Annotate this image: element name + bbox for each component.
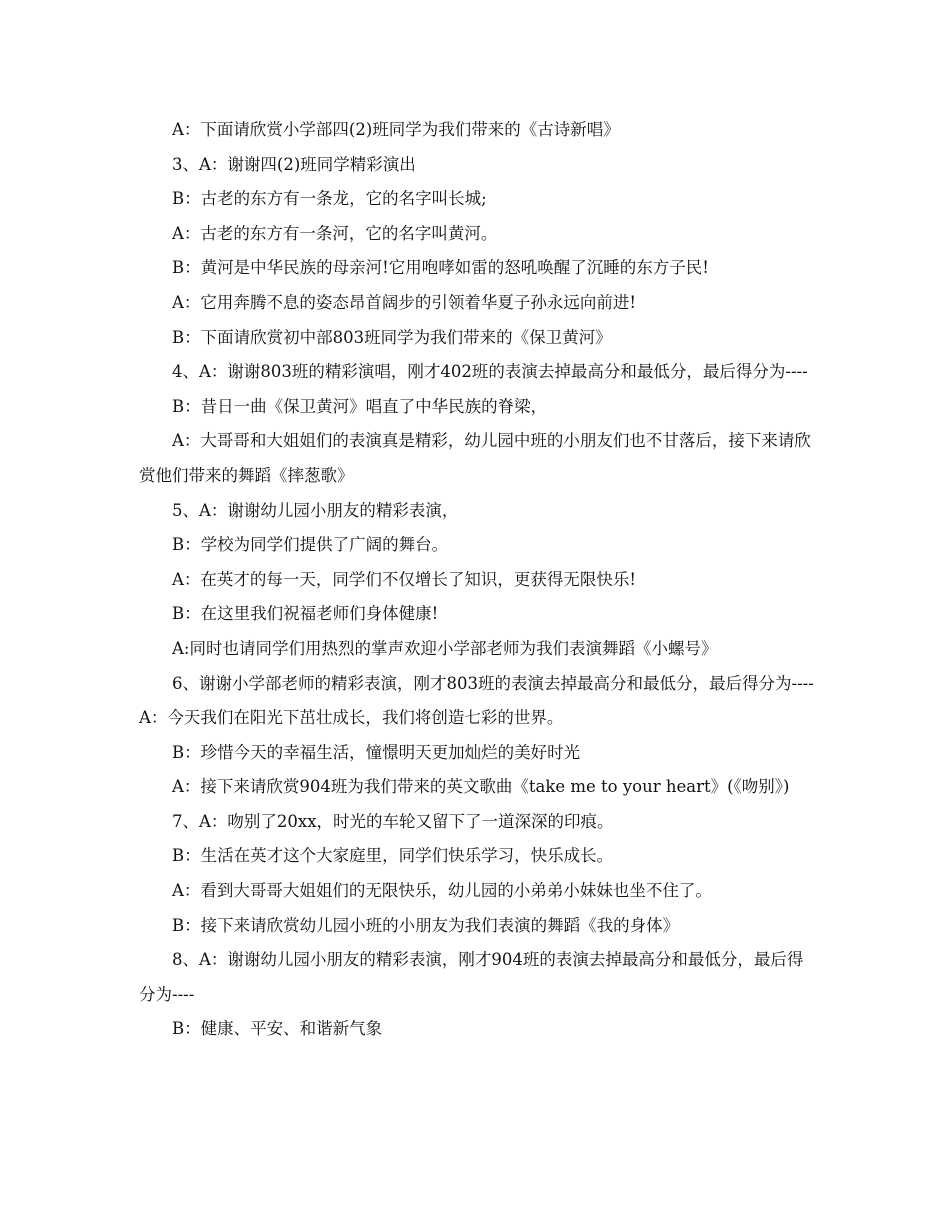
paragraph: A：在英才的每一天，同学们不仅增长了知识，更获得无限快乐! (172, 569, 637, 589)
paragraph: A：大哥哥和大姐姐们的表演真是精彩，幼儿园中班的小朋友们也不甘落后，接下来请欣赏他们带来的舞蹈《摔葱歌》 (139, 431, 811, 485)
paragraph: B：健康、平安、和谐新气象 (172, 1019, 383, 1039)
document-body (139, 113, 819, 1047)
paragraph: A:同时也请同学们用热烈的掌声欢迎小学部老师为我们表演舞蹈《小螺号》 (172, 638, 718, 658)
paragraph: 8、A：谢谢幼儿园小朋友的精彩表演，刚才904班的表演去掉最高分和最低分，最后得分为---- (139, 950, 804, 1004)
paragraph: 7、A：吻别了20xx，时光的车轮又留下了一道深深的印痕。 (172, 811, 614, 831)
paragraph: 3、A：谢谢四(2)班同学精彩演出 (172, 154, 416, 174)
paragraph: B：珍惜今天的幸福生活，憧憬明天更加灿烂的美好时光 (172, 742, 581, 762)
paragraph: 5、A：谢谢幼儿园小朋友的精彩表演， (172, 500, 459, 520)
paragraph: B：黄河是中华民族的母亲河!它用咆哮如雷的怒吼唤醒了沉睡的东方子民! (172, 258, 709, 278)
paragraph: A：下面请欣赏小学部四(2)班同学为我们带来的《古诗新唱》 (172, 120, 620, 139)
paragraph: A：它用奔腾不息的姿态昂首阔步的引领着华夏子孙永远向前进! (172, 292, 637, 312)
paragraph: B：古老的东方有一条龙，它的名字叫长城; (172, 189, 487, 209)
paragraph: B：在这里我们祝福老师们身体健康! (172, 604, 439, 624)
paragraph: B：学校为同学们提供了广阔的舞台。 (172, 535, 449, 555)
paragraph: B：接下来请欣赏幼儿园小班的小朋友为我们表演的舞蹈《我的身体》 (172, 915, 680, 935)
paragraph: 6、谢谢小学部老师的精彩表演，刚才803班的表演去掉最高分和最低分，最后得分为---- A：今天我们在阳光下茁壮成长，我们将创造七彩的世界。 (139, 673, 814, 728)
paragraph: B：生活在英才这个大家庭里，同学们快乐学习，快乐成长。 (172, 846, 614, 866)
paragraph: A：古老的东方有一条河，它的名字叫黄河。 (172, 223, 498, 243)
paragraph: B：下面请欣赏初中部803班同学为我们带来的《保卫黄河》 (172, 327, 612, 347)
paragraph: B：昔日一曲《保卫黄河》唱直了中华民族的脊梁， (172, 396, 548, 416)
paragraph: 4、A：谢谢803班的精彩演唱，刚才402班的表演去掉最高分和最低分，最后得分为---- (172, 362, 808, 382)
paragraph: A：接下来请欣赏904班为我们带来的英文歌曲《take me to your heart》(《吻别》) (172, 777, 790, 797)
paragraph: A：看到大哥哥大姐姐们的无限快乐，幼儿园的小弟弟小妹妹也坐不住了。 (172, 881, 712, 901)
